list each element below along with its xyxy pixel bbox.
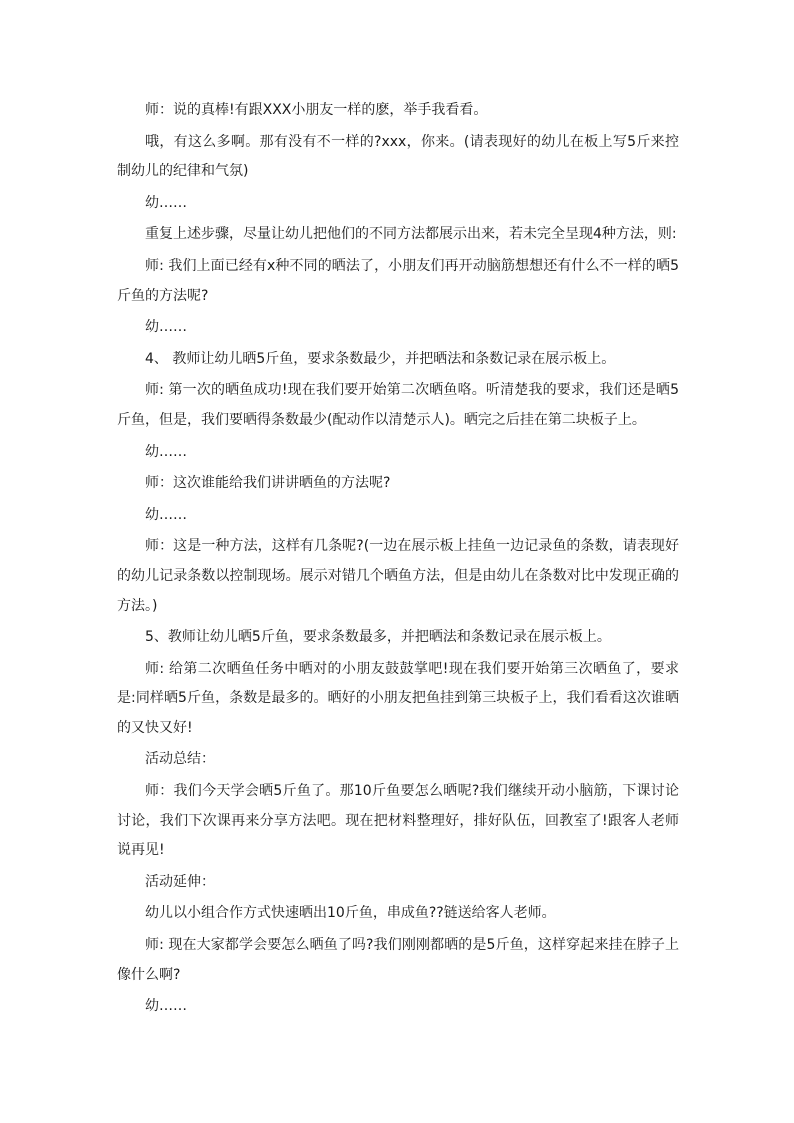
paragraph: 幼儿以小组合作方式快速晒出10斤鱼，串成鱼??链送给客人老师。 — [145, 905, 556, 922]
paragraph: 师: 给第二次晒鱼任务中晒对的小朋友鼓鼓掌吧!现在我们要开始第三次晒鱼了，要求是:同样晒5斤鱼，条数是最多的。晒好的小朋友把鱼挂到第三块板子上，我们看看这次谁晒的又快又好! — [117, 660, 679, 736]
paragraph: 幼…… — [145, 443, 187, 460]
paragraph: 师：我们今天学会晒5斤鱼了。那10斤鱼要怎么晒呢?我们继续开动小脑筋，下课讨论讨论，我们下次课再来分享方法吧。现在把材料整理好，排好队伍，回教室了!跟客人老师说再见! — [117, 783, 679, 859]
paragraph: 师: 现在大家都学会要怎么晒鱼了吗?我们刚刚都晒的是5斤鱼，这样穿起来挂在脖子上像什么啊? — [117, 937, 679, 983]
document-body — [117, 96, 679, 1022]
paragraph: 5、教师让幼儿晒5斤鱼，要求条数最多，并把晒法和条数记录在展示板上。 — [145, 629, 611, 646]
paragraph: 师：说的真棒!有跟XXX小朋友一样的麽，举手我看看。 — [145, 102, 488, 118]
paragraph: 师：这次谁能给我们讲讲晒鱼的方法呢? — [145, 475, 391, 492]
paragraph: 活动延伸： — [145, 873, 215, 890]
paragraph: 幼…… — [145, 998, 187, 1015]
paragraph: 幼…… — [145, 319, 187, 336]
paragraph: 幼…… — [145, 194, 187, 211]
paragraph: 哦，有这么多啊。那有没有不一样的?xxx，你来。(请表现好的幼儿在板上写5斤来控制幼儿的纪律和气氛) — [117, 133, 679, 180]
paragraph: 幼…… — [145, 506, 187, 523]
paragraph: 师: 我们上面已经有x种不同的晒法了，小朋友们再开动脑筋想想还有什么不一样的晒5斤鱼的方法呢? — [117, 257, 679, 304]
paragraph: 重复上述步骤，尽量让幼儿把他们的不同方法都展示出来，若未完全呈现4种方法，则: — [145, 226, 677, 243]
paragraph: 师：这是一种方法，这样有几条呢?(一边在展示板上挂鱼一边记录鱼的条数，请表现好的幼儿记录条数以控制现场。展示对错几个晒鱼方法，但是由幼儿在条数对比中发现正确的方法。) — [117, 538, 679, 614]
paragraph: 4、 教师让幼儿晒5斤鱼，要求条数最少，并把晒法和条数记录在展示板上。 — [145, 350, 616, 367]
paragraph: 活动总结： — [145, 751, 215, 768]
paragraph: 师: 第一次的晒鱼成功!现在我们要开始第二次晒鱼咯。听清楚我的要求，我们还是晒5斤鱼，但是，我们要晒得条数最少(配动作以清楚示人)。晒完之后挂在第二块板子上。 — [117, 382, 679, 428]
